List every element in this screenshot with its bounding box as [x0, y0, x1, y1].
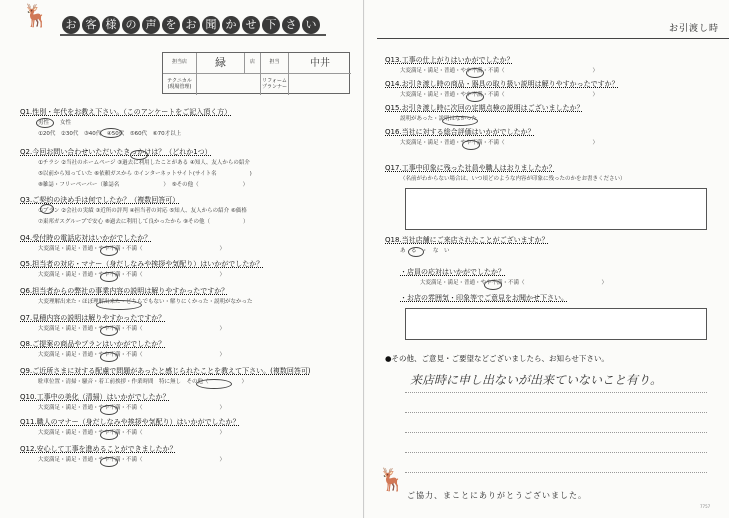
title-char: さ [282, 16, 300, 34]
tech-label: テクニカル (現場管理) [163, 74, 197, 95]
answer-options[interactable]: ⑧雑誌・フリーペーパー（雑誌名 ） ⑨その他（ ） [38, 182, 249, 188]
title-char: の [122, 16, 140, 34]
answer-options[interactable]: 説明があった・説明はなかった [400, 116, 477, 122]
answer-options[interactable]: あ る ・ な い [400, 248, 450, 254]
question-3: Q3.ご契約の決め手は何でしたか？（複数回答可） [20, 196, 180, 204]
title-char: い [302, 16, 320, 34]
title-char: 客 [82, 16, 100, 34]
title-char: を [162, 16, 180, 34]
answer-options[interactable]: 大変満足・満足・普通・やや不満・不満（ ） [38, 326, 226, 332]
selection-circle [36, 118, 54, 128]
staff-table [162, 52, 350, 94]
answer-options[interactable]: ①20代 ②30代 ③40代 ④50代 ⑤60代 ⑥70才以上 [38, 131, 182, 137]
answer-options[interactable]: 男性 女性 [38, 120, 72, 126]
selection-circle [466, 68, 484, 78]
question-r4: Q16.当社に対する総合評価はいかがでしたか？ [385, 128, 535, 136]
selection-circle [130, 150, 148, 160]
title-char: か [222, 16, 240, 34]
title-char: お [182, 16, 200, 34]
question-8: Q8.ご提案の商品やプランはいかがでしたか？ [20, 340, 166, 348]
comment-rule [405, 392, 707, 393]
answer-options[interactable]: ①プラン ②会社の実績 ③近所の評判 ④担当者の対応 ⑤知人、友人からの紹介 ⑥価格 [38, 208, 247, 214]
handover-title: お引渡し時 [668, 24, 719, 34]
selection-circle [466, 92, 484, 102]
deer-footer-icon: 🦌 [378, 468, 406, 493]
selection-circle [100, 457, 118, 467]
survey-title [60, 16, 326, 36]
selection-circle [96, 300, 142, 310]
answer-options[interactable]: 大変満足・満足・普通・やや不満・不満（ ） [38, 457, 226, 463]
question-r1: Q13.工事の仕上がりはいかがでしたか？ [385, 56, 514, 64]
title-char: お [62, 16, 80, 34]
selection-circle [408, 247, 424, 257]
question-r3: Q15.お引き渡し時に次回の定期点検の説明はございましたか？ [385, 104, 584, 112]
answer-options[interactable]: 大変満足・満足・普通・やや不満・不満（ ） [38, 272, 226, 278]
question-10: Q10.工事中の美化（清掃）はいかがでしたか？ [20, 393, 170, 401]
answer-options[interactable]: ⑤以前から知っていた ⑥依頼ガスから ⑦インターネットサイト(サイト名 ) [38, 171, 252, 177]
answer-options[interactable]: 大変満足・満足・普通・やや不満・不満（ ） [400, 140, 599, 146]
title-char: 下 [262, 16, 280, 34]
comment-rule [405, 452, 707, 453]
answer-options[interactable]: 大変満足・満足・普通・やや不満・不満（ ） [400, 68, 599, 74]
answer-options[interactable]: 駐車位置・清掃・騒音・着工前挨拶・作業時間 特に無し その他（ ） [38, 379, 248, 385]
question-12: Q12.安心して工事を進めることができましたか？ [20, 445, 177, 453]
page-number: 7757 [700, 504, 711, 509]
handwritten-comment: 来店時に申し出ないが出来ていないこと有り。 [410, 373, 663, 387]
selection-circle [100, 430, 118, 440]
question-9: Q9.ご近所さまに対する配慮で問題があったと感じられたことを教えて下さい。(複数回答可) [20, 367, 311, 375]
selection-circle [100, 352, 118, 362]
comment-rule [405, 432, 707, 433]
question-r6: Q18.当社店舗にご来店されたことがございますか？ [385, 236, 549, 244]
question-5: Q5.担当者の対応・マナー（身だしなみや挨拶や気配り）はいかがでしたか？ [20, 260, 264, 268]
thanks-message: ご協力、まことにありがとうございました。 [407, 491, 587, 500]
selection-circle [462, 140, 480, 150]
selection-circle [40, 204, 54, 214]
answer-options[interactable]: （名前がわからない場合は、いつ頃どのような内容が印象に残ったのかをお書きください） [400, 176, 626, 182]
selection-circle [100, 326, 118, 336]
planner-label: リフォーム プランナー [261, 74, 289, 95]
selection-circle [100, 246, 118, 256]
selection-circle [196, 379, 232, 389]
person-value: 中井 [289, 53, 351, 74]
store-opinion-box[interactable] [405, 308, 707, 340]
answer-options[interactable]: ①チラシ ②当社のホームページ ③過去に利用したことがある ④知人、友人からの紹介 [38, 160, 250, 166]
store-suffix: 店 [245, 53, 261, 74]
question-4: Q4.受付時の電話応対はいかがでしたか？ [20, 234, 152, 242]
title-char: 様 [102, 16, 120, 34]
header-rule [377, 38, 729, 39]
question-6: Q6.担当者からの弊社の事業内容の説明は解りやすかったですか？ [20, 287, 229, 295]
comment-rule [405, 412, 707, 413]
answer-options[interactable]: 大変満足・満足・普通・やや不満・不満（ ） [38, 430, 226, 436]
answer-options[interactable]: 大変満足・満足・普通・やや不満・不満（ ） [38, 405, 226, 411]
selection-circle [100, 405, 118, 415]
person-label: 担当 [261, 53, 289, 74]
answer-options[interactable]: 大変満足・満足・普通・やや不満・不満（ ） [400, 92, 599, 98]
answer-options[interactable]: ⑦東邦ガスグループで安心 ⑧過去に利用して良かったから ⑨その他（ ） [38, 219, 249, 225]
title-char: 声 [142, 16, 160, 34]
question-11: Q11.職人のマナー（身だしなみや挨拶や気配り）はいかがでしたか？ [20, 418, 240, 426]
answer-options[interactable]: 大変満足・満足・普通・やや不満・不満（ ） [38, 352, 226, 358]
question-1: Q1.性別・年代をお教え下さい。（このアンケートをご記入頂く方） [20, 108, 232, 116]
answer-options[interactable]: 大変満足・満足・普通・やや不満・不満（ ） [38, 246, 226, 252]
selection-circle [100, 128, 122, 138]
answer-options[interactable]: 大変理解出来た・ほぼ理解出来た・どちらでもない・解りにくかった・説明がなかった [38, 299, 253, 305]
selection-circle [484, 280, 502, 290]
store-value: 緑 [197, 53, 245, 74]
question-r7: ・店員の応対はいかがでしたか？ [400, 268, 505, 276]
q17-answer-box[interactable] [405, 188, 707, 230]
question-2: Q2.今回お問い合わせいただいたきっかけは？（どれか1つ） [20, 148, 212, 156]
deer-logo-icon: 🦌 [22, 4, 50, 29]
store-label: 担当店 [163, 53, 197, 74]
title-char: せ [242, 16, 260, 34]
question-r2: Q14.お引き渡し時の商品・器具の取り扱い説明は解りやすかったですか？ [385, 80, 619, 88]
planner-value [289, 74, 351, 95]
selection-circle [100, 272, 118, 282]
title-char: 聞 [202, 16, 220, 34]
comment-rule [405, 472, 707, 473]
tech-value [197, 74, 261, 95]
question-r8: ・お店の雰囲気・印象等でご意見をお聞かせ下さい。 [400, 294, 568, 302]
selection-circle [442, 116, 478, 126]
other-prompt: ●その他、ご意見・ご要望などございましたら、お知らせ下さい。 [385, 354, 609, 363]
question-7: Q7.見積内容の説明は解りやすかったですか？ [20, 314, 166, 322]
answer-options[interactable]: 大変満足・満足・普通・やや不満・不満（ ） [420, 280, 608, 286]
question-r5: Q17.工事中印象に残った社員や職人はおりましたか？ [385, 164, 556, 172]
